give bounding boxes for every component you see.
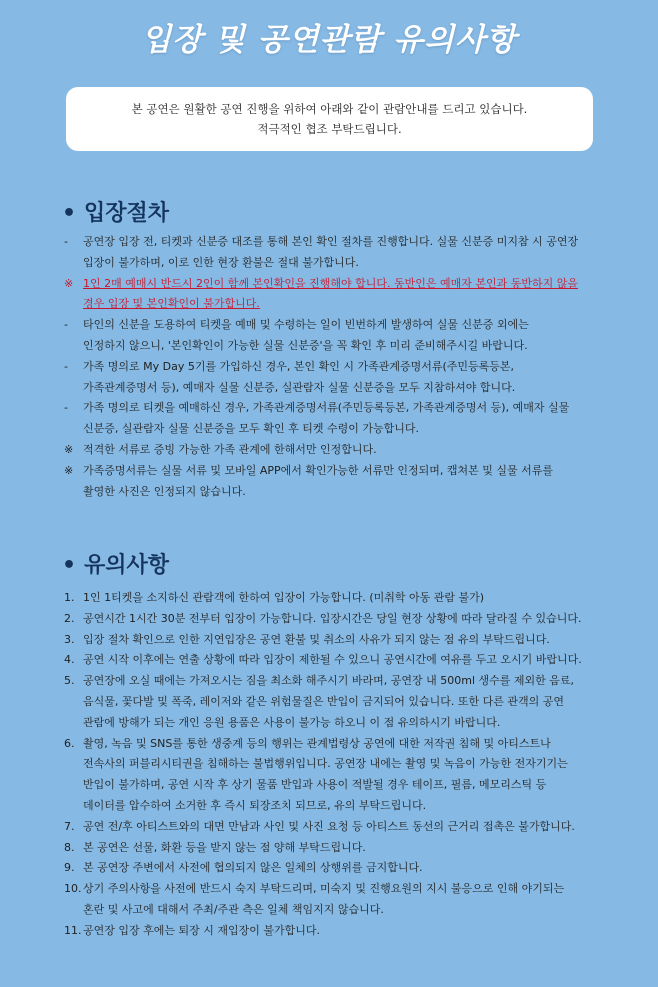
item-line: 가족관계증명서 등), 예매자 실물 신분증, 실관람자 실물 신분증을 모두 지참하셔야 합니다.	[83, 380, 516, 394]
section-heading-text: 유의사항	[84, 553, 170, 578]
list-item	[62, 879, 602, 921]
item-line: 신분증, 실관람자 실물 신분증을 모두 확인 후 티켓 수령이 가능합니다.	[83, 422, 419, 436]
item-line: 반입이 불가하며, 공연 시작 후 상기 물품 반입과 사용이 적발될 경우 테이프, 필름, 메모리스틱 등	[83, 778, 547, 792]
dash-marker: -	[64, 359, 68, 373]
item-number: 11.	[64, 923, 82, 937]
bullet-icon: •	[62, 553, 77, 578]
list-item	[62, 650, 602, 671]
reference-mark: ※	[64, 442, 74, 456]
item-line: 본 공연은 선물, 화환 등을 받지 않는 점 양해 부탁드립니다.	[83, 840, 366, 854]
item-line: 공연장 입장 전, 티켓과 신분증 대조를 통해 본인 확인 절차를 진행합니다. 실물 신분증 미지참 시 공연장	[83, 235, 579, 248]
item-line: 적격한 서류로 증빙 가능한 가족 관계에 한해서만 인정합니다.	[83, 442, 377, 456]
item-line: 관람에 방해가 되는 개인 응원 용품은 사용이 불가능 하오니 이 점 유의하시기 바랍니다.	[83, 715, 501, 729]
bullet-icon: •	[62, 201, 77, 226]
item-line: 촬영, 녹음 및 SNS를 통한 생중계 등의 행위는 관계법령상 공연에 대한 저작권 침해 및 아티스트나	[83, 736, 551, 750]
section-heading-entry	[62, 196, 169, 227]
item-line: 음식물, 꽃다발 및 폭죽, 레이저와 같은 위험물질은 반입이 금지되어 있습니다. 또한 다른 관객의 공연	[83, 694, 564, 708]
item-line: 1인 2매 예매시 반드시 2인이 함께 본인확인을 진행해야 합니다. 동반인은 예매자 본인과 동반하지 않을	[83, 276, 578, 290]
item-line: 인정하지 않으니, '본인확인이 가능한 실물 신분증'을 꼭 확인 후 미리 준비해주시길 바랍니다.	[83, 338, 528, 352]
dash-marker: -	[64, 318, 68, 332]
item-number: 4.	[64, 653, 75, 667]
list-item	[62, 630, 602, 651]
notice-box	[66, 87, 593, 151]
item-line: 공연 전/후 아티스트와의 대면 만남과 사인 및 사진 요청 등 아티스트 동선의 근거리 접촉은 불가합니다.	[83, 819, 575, 833]
item-number: 2.	[64, 611, 75, 625]
item-line: 촬영한 사진은 인정되지 않습니다.	[83, 484, 246, 498]
notice-line: 적극적인 협조 부탁드립니다.	[257, 122, 402, 136]
reference-mark: ※	[64, 463, 74, 477]
item-line: 입장이 불가하며, 이로 인한 현장 환불은 절대 불가합니다.	[83, 255, 359, 269]
list-item	[62, 232, 602, 274]
list-item	[62, 817, 602, 838]
item-line: 혼란 및 사고에 대해서 주최/주관 측은 일체 책임지지 않습니다.	[83, 902, 384, 916]
item-number: 3.	[64, 632, 75, 646]
item-number: 9.	[64, 861, 75, 875]
reference-mark: ※	[64, 276, 74, 290]
item-line: 입장 절차 확인으로 인한 지연입장은 공연 환불 및 취소의 사유가 되지 않는 점 유의 부탁드립니다.	[83, 632, 550, 646]
item-number: 6.	[64, 736, 75, 750]
item-line: 공연 시작 이후에는 연출 상황에 따라 입장이 제한될 수 있으니 공연시간에 여유를 두고 오시기 바랍니다.	[83, 653, 582, 667]
section-heading-text: 입장절차	[84, 201, 170, 226]
page-title: 입장 및 공연관람 유의사항	[141, 22, 517, 58]
list-item	[62, 357, 602, 399]
item-line: 공연시간 1시간 30분 전부터 입장이 가능합니다. 입장시간은 당일 현장 상황에 따라 달라질 수 있습니다.	[83, 611, 582, 625]
item-line: 경우 입장 및 본인확인이 불가합니다.	[83, 297, 260, 311]
item-line: 상기 주의사항을 사전에 반드시 숙지 부탁드리며, 미숙지 및 진행요원의 지시 불응으로 인해 야기되는	[83, 882, 565, 896]
list-item	[62, 838, 602, 859]
list-item	[62, 921, 602, 942]
list-item	[62, 588, 602, 609]
item-line: 가족 명의로 My Day 5기를 가입하신 경우, 본인 확인 시 가족관계증명서류(주민등록등본,	[83, 359, 514, 373]
item-line: 가족 명의로 티켓을 예매하신 경우, 가족관계증명서류(주민등록등본, 가족관계증명서 등), 예매자 실물	[83, 401, 570, 415]
list-item	[62, 609, 602, 630]
item-number: 10.	[64, 882, 82, 896]
item-line: 공연장에 오실 때에는 가져오시는 짐을 최소화 해주시기 바라며, 공연장 내 500ml 생수를 제외한 음료,	[83, 674, 575, 688]
item-line: 데이터를 압수하여 소거한 후 즉시 퇴장조치 되므로, 유의 부탁드립니다.	[83, 798, 427, 812]
item-line: 1인 1티켓을 소지하신 관람객에 한하여 입장이 가능합니다. (미취학 아동 관람 불가)	[83, 591, 485, 604]
list-item	[62, 461, 602, 503]
item-number: 5.	[64, 674, 75, 688]
list-item-warning	[62, 274, 602, 316]
precautions-list	[62, 588, 602, 942]
list-item	[62, 398, 602, 440]
item-line: 공연장 입장 후에는 퇴장 시 재입장이 불가합니다.	[83, 923, 320, 937]
notice-line: 본 공연은 원활한 공연 진행을 위하여 아래와 같이 관람안내를 드리고 있습니다.	[131, 102, 528, 116]
item-number: 1.	[64, 591, 75, 604]
dash-marker: -	[64, 235, 68, 248]
dash-marker: -	[64, 401, 68, 415]
list-item	[62, 858, 602, 879]
item-line: 타인의 신분을 도용하여 티켓을 예매 및 수령하는 일이 빈번하게 발생하여 실물 신분증 외에는	[83, 318, 529, 332]
list-item	[62, 315, 602, 357]
list-item	[62, 671, 602, 733]
list-item	[62, 440, 602, 461]
list-item	[62, 734, 602, 817]
item-line: 본 공연장 주변에서 사전에 협의되지 않은 일체의 상행위를 금지합니다.	[83, 861, 423, 875]
item-line: 가족증명서류는 실물 서류 및 모바일 APP에서 확인가능한 서류만 인정되며, 캡쳐본 및 실물 서류를	[83, 463, 554, 477]
item-number: 8.	[64, 840, 75, 854]
entry-procedure-list	[62, 232, 602, 502]
item-line: 전속사의 퍼블리시티권을 침해하는 불법행위입니다. 공연장 내에는 촬영 및 녹음이 가능한 전자기기는	[83, 757, 568, 771]
item-number: 7.	[64, 819, 75, 833]
section-heading-notes	[62, 548, 169, 579]
